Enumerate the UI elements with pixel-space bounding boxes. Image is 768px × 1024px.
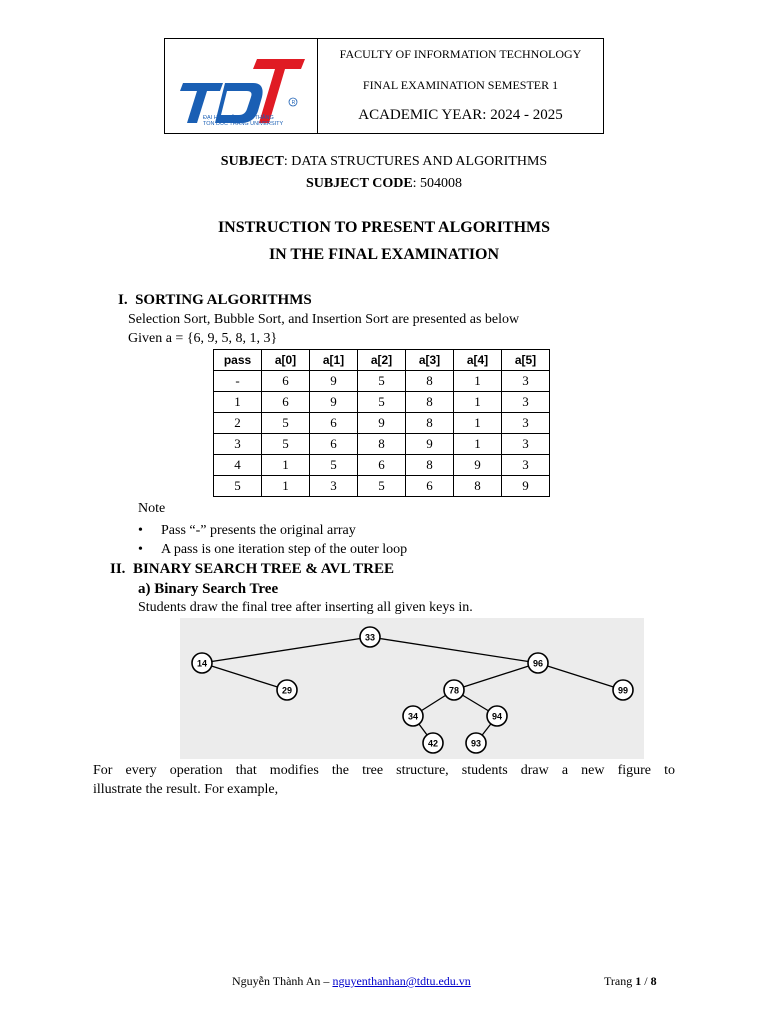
faculty-name: FACULTY OF INFORMATION TECHNOLOGY <box>339 47 582 61</box>
given-array: Given a = {6, 9, 5, 8, 1, 3} <box>128 331 278 346</box>
section-2-title: BINARY SEARCH TREE & AVL TREE <box>132 561 395 577</box>
author-email-link[interactable]: nguyenthanhan@tdtu.edu.vn <box>332 974 471 988</box>
table-cell: 8 <box>454 476 502 497</box>
table-cell: 9 <box>358 413 406 434</box>
table-cell: 9 <box>502 476 550 497</box>
table-cell: 1 <box>262 455 310 476</box>
section-2-number: II. <box>110 561 126 577</box>
table-cell: 3 <box>502 392 550 413</box>
tree-node-key: 29 <box>281 685 293 696</box>
table-row <box>214 434 550 455</box>
table-cell: 3 <box>502 434 550 455</box>
table-cell: 9 <box>406 434 454 455</box>
table-header-cell: a[2] <box>358 350 406 371</box>
author-name: Nguyễn Thành An – <box>232 974 333 988</box>
header-box <box>164 38 604 134</box>
table-row <box>214 392 550 413</box>
table-cell: 3 <box>214 434 262 455</box>
table-header-row <box>214 350 550 371</box>
page-number <box>604 974 657 989</box>
table-row <box>214 413 550 434</box>
table-cell: 8 <box>358 434 406 455</box>
table-cell: 1 <box>214 392 262 413</box>
tree-node <box>528 653 548 673</box>
title-line-2: IN THE FINAL EXAMINATION <box>268 246 500 263</box>
tree-node <box>487 706 507 726</box>
subsection-a-heading: a) Binary Search Tree <box>138 581 279 597</box>
university-logo <box>165 39 318 133</box>
tree-node-key: 94 <box>491 711 503 722</box>
tree-node-key: 33 <box>364 632 376 643</box>
subsection-a-text: Students draw the final tree after inserting all given keys in. <box>138 600 473 615</box>
subject-code-line <box>0 176 768 192</box>
page-label: Trang <box>604 974 636 988</box>
title-line-1: INSTRUCTION TO PRESENT ALGORITHMS <box>217 219 551 236</box>
table-cell: 6 <box>358 455 406 476</box>
tree-node-key: 42 <box>427 738 439 749</box>
section-1-intro: Selection Sort, Bubble Sort, and Insertion Sort are presented as below <box>128 312 520 327</box>
section-1-number: I. <box>118 292 128 308</box>
logo-subtitle-en: TON DUC THANG UNIVERSITY <box>203 121 284 127</box>
table-cell: 6 <box>262 371 310 392</box>
table-cell: 3 <box>310 476 358 497</box>
table-cell: 5 <box>358 476 406 497</box>
subject-line <box>0 154 768 170</box>
subject-value: : DATA STRUCTURES AND ALGORITHMS <box>283 154 548 169</box>
page-current: 1 <box>635 974 642 988</box>
tree-node-key: 99 <box>617 685 629 696</box>
table-cell: 9 <box>310 371 358 392</box>
tree-nodes <box>192 627 633 753</box>
table-cell: 6 <box>310 413 358 434</box>
exam-name: FINAL EXAMINATION SEMESTER 1 <box>362 78 559 92</box>
subject-label: SUBJECT <box>220 154 284 169</box>
svg-text:R: R <box>291 100 296 106</box>
table-header-cell: a[1] <box>310 350 358 371</box>
bullet-icon: • <box>138 523 143 538</box>
table-cell: 1 <box>262 476 310 497</box>
table-cell: 3 <box>502 455 550 476</box>
academic-year: ACADEMIC YEAR: 2024 - 2025 <box>358 107 563 123</box>
section-1-title: SORTING ALGORITHMS <box>135 292 312 308</box>
tree-node-key: 96 <box>532 658 544 669</box>
table-header-cell: a[4] <box>454 350 502 371</box>
tree-node <box>613 680 633 700</box>
bst-diagram <box>180 618 644 759</box>
table-cell: 5 <box>358 371 406 392</box>
table-cell: 1 <box>454 434 502 455</box>
tree-node <box>423 733 443 753</box>
table-cell: 3 <box>502 371 550 392</box>
sorting-table <box>213 349 550 497</box>
tree-node <box>277 680 297 700</box>
bst-figure <box>180 618 644 759</box>
table-body <box>214 371 550 497</box>
page-separator: / <box>641 974 651 988</box>
example-paragraph-line-2: illustrate the result. For example, <box>93 782 279 797</box>
table-cell: 3 <box>502 413 550 434</box>
table-cell: 5 <box>262 413 310 434</box>
note-item <box>138 542 407 558</box>
table-cell: 9 <box>454 455 502 476</box>
footer-author <box>232 974 471 989</box>
table-row <box>214 455 550 476</box>
tree-node-key: 34 <box>407 711 419 722</box>
table-cell: 6 <box>310 434 358 455</box>
page-total: 8 <box>650 974 657 988</box>
note-item <box>138 523 356 539</box>
table-cell: 8 <box>406 413 454 434</box>
tree-node <box>466 733 486 753</box>
table-cell: - <box>214 371 262 392</box>
table-row <box>214 371 550 392</box>
tree-node <box>192 653 212 673</box>
table-cell: 4 <box>214 455 262 476</box>
tree-node-key: 78 <box>448 685 460 696</box>
example-paragraph-line-1: For every operation that modifies the tree structure, students draw a new figure to <box>93 763 675 778</box>
tdt-logo-icon <box>165 39 317 133</box>
logo-subtitle-vi: ĐẠI HỌC TÔN ĐỨC THẮNG <box>203 115 274 121</box>
table-header-cell: a[0] <box>262 350 310 371</box>
tree-node <box>403 706 423 726</box>
bullet-icon: • <box>138 542 143 557</box>
table-cell: 2 <box>214 413 262 434</box>
table-row <box>214 476 550 497</box>
table-cell: 8 <box>406 392 454 413</box>
table-cell: 6 <box>262 392 310 413</box>
note-label: Note <box>138 501 166 516</box>
tree-node <box>360 627 380 647</box>
tree-node-key: 14 <box>196 658 208 669</box>
table-cell: 5 <box>262 434 310 455</box>
table-header-cell: a[3] <box>406 350 454 371</box>
table-header-cell: a[5] <box>502 350 550 371</box>
subject-code-label: SUBJECT CODE <box>305 176 413 191</box>
table-cell: 8 <box>406 371 454 392</box>
table-cell: 1 <box>454 392 502 413</box>
table-cell: 1 <box>454 371 502 392</box>
tree-edges <box>202 637 623 743</box>
table-cell: 5 <box>358 392 406 413</box>
note-text: A pass is one iteration step of the outer loop <box>161 542 408 557</box>
table-cell: 5 <box>310 455 358 476</box>
tree-node <box>444 680 464 700</box>
table-cell: 6 <box>406 476 454 497</box>
table-cell: 5 <box>214 476 262 497</box>
tree-node-key: 93 <box>470 738 482 749</box>
note-text: Pass “-” presents the original array <box>161 523 356 538</box>
header-info <box>318 39 603 133</box>
table-header-cell: pass <box>214 350 262 371</box>
section-1-heading <box>118 292 312 309</box>
subject-code-value: : 504008 <box>412 176 463 191</box>
section-2-heading <box>110 561 394 578</box>
table-cell: 8 <box>406 455 454 476</box>
table-cell: 1 <box>454 413 502 434</box>
table-cell: 9 <box>310 392 358 413</box>
